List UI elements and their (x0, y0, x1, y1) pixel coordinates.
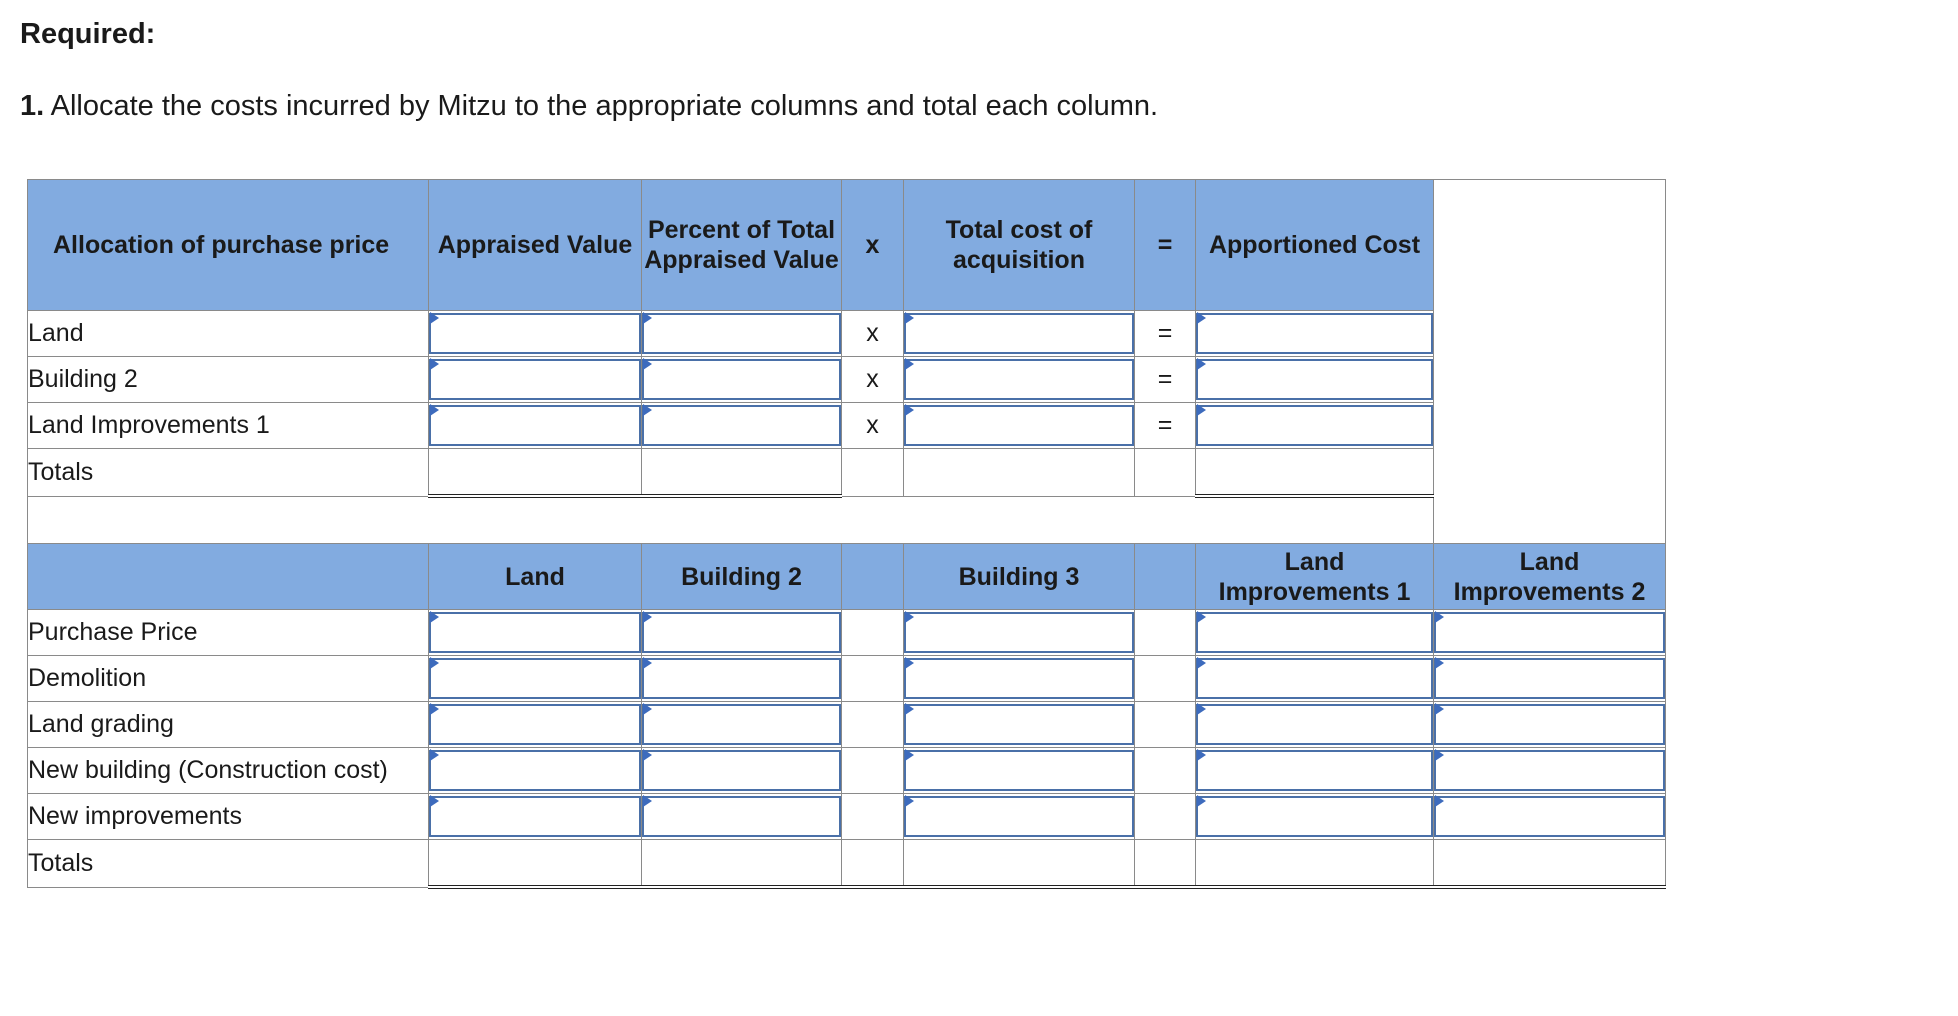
land-input[interactable] (429, 748, 642, 794)
cell-marker-icon (1435, 611, 1444, 623)
row-label-new-improvements: New improvements (28, 794, 429, 840)
cell-marker-icon (643, 404, 652, 416)
required-heading: Required: (20, 18, 156, 50)
land-improvements-1-input[interactable] (1196, 610, 1434, 656)
cell-marker-icon (905, 611, 914, 623)
row-label-building-2: Building 2 (28, 357, 429, 403)
equals-sign: = (1135, 311, 1196, 357)
row-label-new-building: New building (Construction cost) (28, 748, 429, 794)
table-row (28, 702, 1666, 748)
land-improvements-2-total-cell (1434, 840, 1666, 888)
cell-marker-icon (1435, 657, 1444, 669)
cell-marker-icon (905, 795, 914, 807)
instruction-text (20, 90, 1158, 123)
cell-marker-icon (643, 611, 652, 623)
table-row (28, 794, 1666, 840)
land-total-cell (429, 840, 642, 888)
cell-marker-icon (1197, 657, 1206, 669)
percent-input[interactable] (642, 403, 842, 449)
land-improvements-1-input[interactable] (1196, 656, 1434, 702)
land-input[interactable] (429, 702, 642, 748)
header-building-2: Building 2 (642, 544, 842, 610)
empty-cell (1135, 702, 1196, 748)
empty-cell (842, 610, 904, 656)
land-improvements-2-input[interactable] (1434, 794, 1666, 840)
building-3-input[interactable] (904, 656, 1135, 702)
header-empty (28, 544, 429, 610)
empty-total-cell (842, 840, 904, 888)
row-label-land-grading: Land grading (28, 702, 429, 748)
equals-sign: = (1135, 403, 1196, 449)
empty-cell (842, 702, 904, 748)
building-2-total-cell (642, 840, 842, 888)
empty-cell (842, 748, 904, 794)
header-allocation: Allocation of purchase price (28, 180, 429, 311)
header-land: Land (429, 544, 642, 610)
land-improvements-1-total-cell (1196, 840, 1434, 888)
times-sign: x (842, 357, 904, 403)
empty-cell (1135, 794, 1196, 840)
land-input[interactable] (429, 610, 642, 656)
land-improvements-1-input[interactable] (1196, 794, 1434, 840)
cell-marker-icon (643, 358, 652, 370)
cell-marker-icon (1197, 358, 1206, 370)
header-apportioned-cost: Apportioned Cost (1196, 180, 1434, 311)
cell-marker-icon (430, 312, 439, 324)
times-sign: x (842, 311, 904, 357)
land-improvements-1-input[interactable] (1196, 748, 1434, 794)
land-improvements-2-input[interactable] (1434, 610, 1666, 656)
land-improvements-2-input[interactable] (1434, 748, 1666, 794)
header-appraised-value: Appraised Value (429, 180, 642, 311)
spacer-row (28, 496, 1666, 544)
spacer-cell (28, 496, 1434, 544)
percent-total-cell (642, 449, 842, 497)
building-3-input[interactable] (904, 748, 1135, 794)
cell-marker-icon (430, 358, 439, 370)
cell-marker-icon (1197, 611, 1206, 623)
cell-marker-icon (1197, 749, 1206, 761)
land-improvements-2-input[interactable] (1434, 702, 1666, 748)
equals-sign: = (1135, 357, 1196, 403)
cell-marker-icon (1435, 749, 1444, 761)
apportioned-cost-input[interactable] (1196, 357, 1434, 403)
instruction-body: Allocate the costs incurred by Mitzu to the appropriate columns and total each column. (44, 90, 1159, 122)
empty-cell (1135, 449, 1196, 497)
header-times-sign: x (842, 180, 904, 311)
row-label-land-improvements-1: Land Improvements 1 (28, 403, 429, 449)
building-3-input[interactable] (904, 610, 1135, 656)
empty-cell (842, 656, 904, 702)
cell-marker-icon (643, 657, 652, 669)
land-input[interactable] (429, 794, 642, 840)
cell-marker-icon (430, 404, 439, 416)
cell-marker-icon (1435, 703, 1444, 715)
header-total-cost: Total cost of acquisition (904, 180, 1135, 311)
table-row (28, 748, 1666, 794)
header-empty (842, 544, 904, 610)
table-row (28, 311, 1666, 357)
cell-marker-icon (905, 657, 914, 669)
table-row (28, 357, 1666, 403)
building-2-input[interactable] (642, 748, 842, 794)
empty-cell (842, 449, 904, 497)
apportioned-total-cell (1196, 449, 1434, 497)
building-2-input[interactable] (642, 610, 842, 656)
empty-cell (904, 449, 1135, 497)
cell-marker-icon (643, 749, 652, 761)
apportioned-cost-input[interactable] (1196, 403, 1434, 449)
cell-marker-icon (905, 404, 914, 416)
cell-marker-icon (430, 703, 439, 715)
appraised-value-input[interactable] (429, 311, 642, 357)
totals-label: Totals (28, 840, 429, 888)
row-label-demolition: Demolition (28, 656, 429, 702)
cell-marker-icon (1197, 703, 1206, 715)
cell-marker-icon (1197, 312, 1206, 324)
land-improvements-2-input[interactable] (1434, 656, 1666, 702)
cell-marker-icon (1435, 795, 1444, 807)
header-equals-sign: = (1135, 180, 1196, 311)
appraised-value-input[interactable] (429, 357, 642, 403)
cell-marker-icon (905, 358, 914, 370)
header-percent-total: Percent of Total Appraised Value (642, 180, 842, 311)
totals-row (28, 840, 1666, 888)
instruction-number: 1. (20, 90, 45, 122)
percent-input[interactable] (642, 311, 842, 357)
appraised-value-input[interactable] (429, 403, 642, 449)
cell-marker-icon (430, 795, 439, 807)
empty-cell (1135, 656, 1196, 702)
empty-cell (1135, 748, 1196, 794)
cell-marker-icon (905, 703, 914, 715)
apportioned-cost-input[interactable] (1196, 311, 1434, 357)
cell-marker-icon (905, 312, 914, 324)
cell-marker-icon (430, 749, 439, 761)
header-empty (1135, 544, 1196, 610)
empty-cell (842, 794, 904, 840)
table-row (28, 610, 1666, 656)
appraised-total-cell (429, 449, 642, 497)
cell-marker-icon (430, 657, 439, 669)
building-3-input[interactable] (904, 794, 1135, 840)
cell-marker-icon (1197, 404, 1206, 416)
header-land-improvements-2: Land Improvements 2 (1434, 544, 1666, 610)
building-2-input[interactable] (642, 656, 842, 702)
land-input[interactable] (429, 656, 642, 702)
totals-row (28, 449, 1666, 497)
empty-total-cell (1135, 840, 1196, 888)
land-improvements-1-input[interactable] (1196, 702, 1434, 748)
table-row (28, 656, 1666, 702)
row-label-purchase-price: Purchase Price (28, 610, 429, 656)
empty-cell (1135, 610, 1196, 656)
times-sign: x (842, 403, 904, 449)
total-cost-input[interactable] (904, 403, 1135, 449)
cell-marker-icon (643, 703, 652, 715)
table-row (28, 403, 1666, 449)
cell-marker-icon (643, 795, 652, 807)
total-cost-input[interactable] (904, 311, 1135, 357)
cell-marker-icon (905, 749, 914, 761)
building-2-input[interactable] (642, 702, 842, 748)
cell-marker-icon (643, 312, 652, 324)
percent-input[interactable] (642, 357, 842, 403)
building-3-input[interactable] (904, 702, 1135, 748)
right-blank-area (1434, 180, 1666, 544)
total-cost-input[interactable] (904, 357, 1135, 403)
building-2-input[interactable] (642, 794, 842, 840)
building-3-total-cell (904, 840, 1135, 888)
row-label-land: Land (28, 311, 429, 357)
header-building-3: Building 3 (904, 544, 1135, 610)
totals-label: Totals (28, 449, 429, 497)
cell-marker-icon (430, 611, 439, 623)
cell-marker-icon (1197, 795, 1206, 807)
allocation-worksheet (27, 179, 1666, 889)
header-land-improvements-1: Land Improvements 1 (1196, 544, 1434, 610)
